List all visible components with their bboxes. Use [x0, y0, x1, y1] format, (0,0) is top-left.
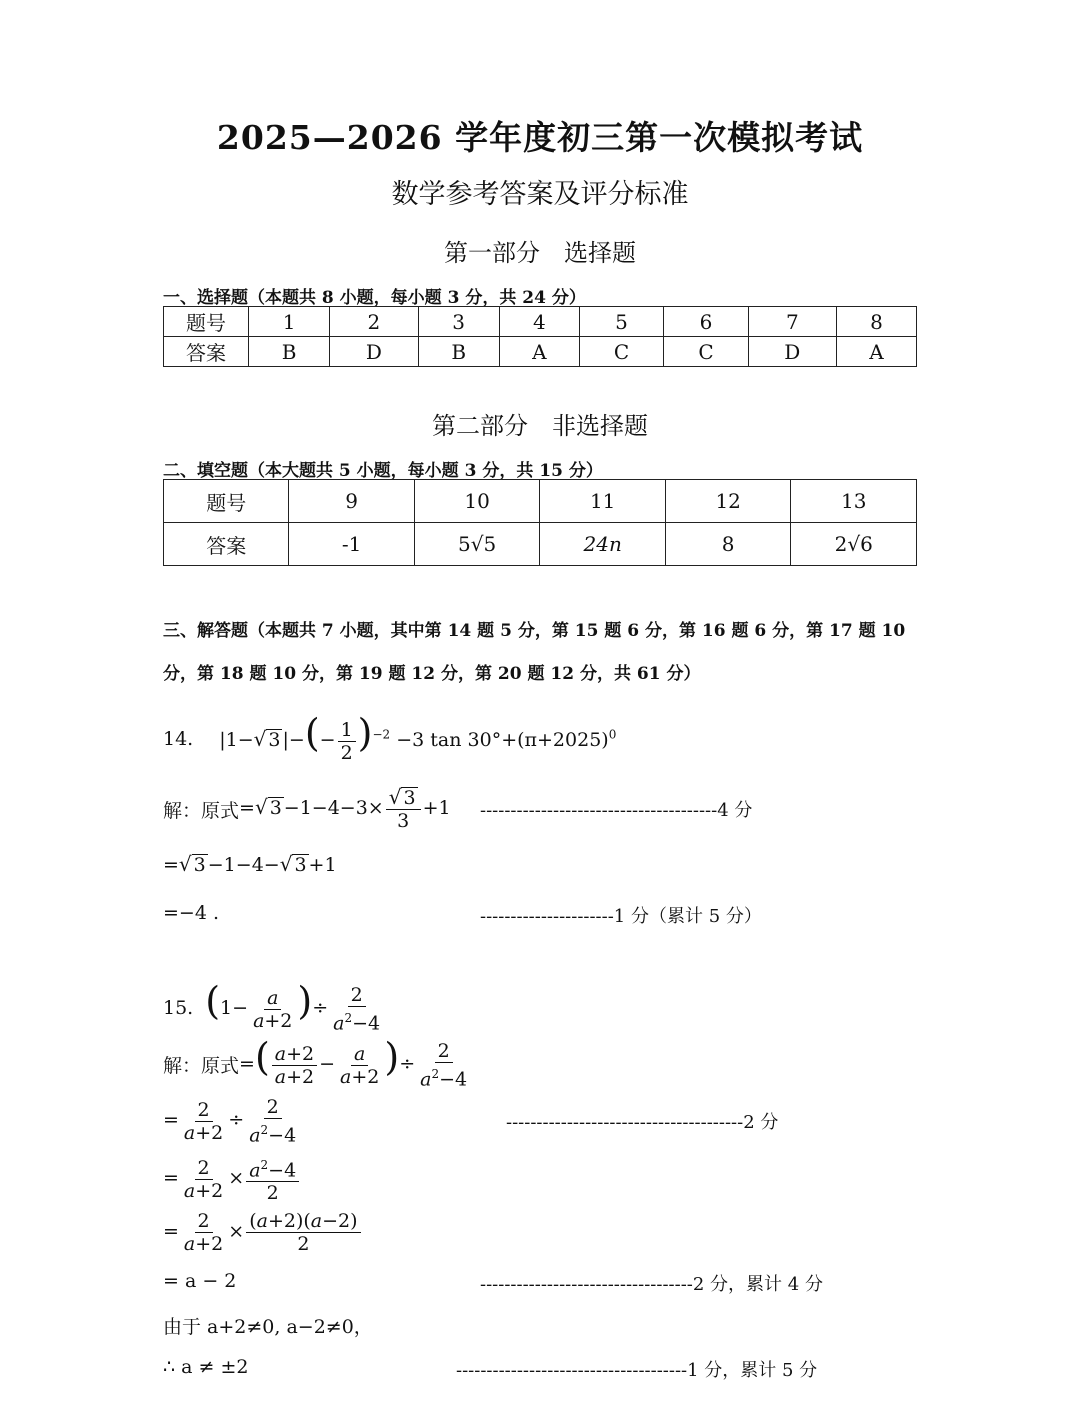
q15-number: 15.	[163, 997, 194, 1020]
part1-label: 第一部分	[444, 239, 540, 267]
question-number-cell: 4	[499, 307, 579, 337]
part2-label: 第二部分	[432, 412, 528, 440]
answer-cell: 8	[665, 523, 790, 566]
answer-cell: B	[418, 337, 499, 367]
fill-in-answer-table	[163, 479, 917, 566]
q14-expression	[163, 711, 617, 764]
question-number-cell: 8	[836, 307, 916, 337]
q14-step1-formula: =√ 3 −1−4−3× $\frac{√ 3}{3}$ +1	[239, 785, 451, 832]
q14-step2	[163, 852, 337, 876]
q15-step1	[163, 1035, 472, 1091]
table-row	[164, 337, 917, 367]
question-number-cell: 13	[791, 480, 917, 523]
q15-expression	[163, 979, 385, 1035]
question-number-cell: 6	[664, 307, 748, 337]
section3-heading-line2: 分，第 18 题 10 分，第 19 题 12 分，第 20 题 12 分，共 61 分）	[163, 664, 701, 684]
question-number-cell: 11	[540, 480, 666, 523]
section1-heading: 一、选择题（本题共 8 小题，每小题 3 分，共 24 分）	[163, 288, 586, 308]
table-header-cell: 题号	[164, 480, 289, 523]
answer-cell: B	[249, 337, 330, 367]
answer-cell: C	[664, 337, 748, 367]
q14-step1-prefix: 解：原式	[163, 799, 240, 822]
section3-heading	[163, 610, 923, 696]
table-row	[164, 523, 917, 566]
answer-cell: D	[330, 337, 418, 367]
q15-step4	[163, 1210, 363, 1255]
table-row	[164, 307, 917, 337]
answer-cell: 5√5	[414, 523, 540, 566]
answer-cell: A	[836, 337, 916, 367]
q14-formula: |1−√ 3 |−(− $\frac{1}{2}$ )$^{-2}$ −3 $\tan 30^\circ+(\pi+2025)^0$	[219, 711, 617, 764]
table-header-cell: 答案	[164, 523, 289, 566]
q15-step2-score: ---------------------------------------2 分	[506, 1112, 779, 1133]
answer-cell: A	[499, 337, 579, 367]
q15-step3	[163, 1154, 301, 1204]
part2-name: 非选择题	[552, 412, 648, 440]
table-header-cell: 答案	[164, 337, 249, 367]
q15-step1-prefix: 解：原式	[163, 1054, 240, 1077]
question-number-cell: 7	[748, 307, 836, 337]
q15-final: ∴ a ≠ ±2	[163, 1356, 249, 1378]
q15-step1-formula: =( $\frac{a+2}{a+2}$ − $\frac{a}{a+2}$ )÷ $\frac{2}{a^2-4}$	[239, 1035, 468, 1091]
question-number-cell: 10	[414, 480, 540, 523]
q15-step5: = a − 2	[163, 1270, 237, 1292]
question-number-cell: 9	[289, 480, 414, 523]
q14-step1	[163, 786, 451, 832]
answer-cell: D	[748, 337, 836, 367]
page-subtitle: 数学参考答案及评分标准	[391, 179, 689, 210]
q15-step2	[163, 1096, 301, 1146]
answer-cell: C	[579, 337, 663, 367]
table-row	[164, 480, 917, 523]
q14-step2-formula: =√ 3 −1−4−√ 3 +1	[163, 852, 337, 876]
question-number-cell: 1	[249, 307, 330, 337]
q15-step4-formula: = $\frac{2}{a+2}$ × $\frac{(a+2)(a-2)}{2}$	[163, 1210, 363, 1255]
q15-condition: 由于 a+2≠0, a−2≠0，	[163, 1316, 373, 1338]
choice-answer-table	[163, 306, 917, 367]
part2-heading	[0, 406, 1080, 441]
q15-step5-score: -----------------------------------2 分，累计 4 分	[480, 1274, 823, 1295]
part1-name: 选择题	[564, 239, 636, 267]
q14-step3-score: ----------------------1 分（累计 5 分）	[480, 906, 762, 927]
question-number-cell: 5	[579, 307, 663, 337]
answer-cell: 2√6	[791, 523, 917, 566]
answer-cell: 24n	[540, 523, 666, 566]
part1-heading	[0, 233, 1080, 268]
section2-heading: 二、填空题（本大题共 5 小题，每小题 3 分，共 15 分）	[163, 461, 603, 481]
page-title: 2025—2026 学年度初三第一次模拟考试	[216, 118, 864, 157]
question-number-cell: 2	[330, 307, 418, 337]
table-header-cell: 题号	[164, 307, 249, 337]
q14-step1-score: ---------------------------------------4 分	[480, 800, 753, 821]
q14-step3: =−4 .	[163, 902, 220, 924]
q15-step3-formula: = $\frac{2}{a+2}$ × $\frac{a^2-4}{2}$	[163, 1154, 301, 1204]
q15-formula: (1− $\frac{a}{a+2}$ )÷ $\frac{2}{a^2-4}$	[205, 979, 381, 1035]
q15-final-score: --------------------------------------1 分，累计 5 分	[456, 1360, 818, 1381]
q15-step2-formula: = $\frac{2}{a+2}$ ÷ $\frac{2}{a^2-4}$	[163, 1096, 297, 1147]
answer-cell: -1	[289, 523, 414, 566]
q14-number: 14.	[163, 727, 194, 750]
section3-heading-line1: 三、解答题（本题共 7 小题，其中第 14 题 5 分，第 15 题 6 分，第 16 题 6 分，第 17 题 10	[163, 621, 906, 641]
question-number-cell: 3	[418, 307, 499, 337]
question-number-cell: 12	[665, 480, 790, 523]
